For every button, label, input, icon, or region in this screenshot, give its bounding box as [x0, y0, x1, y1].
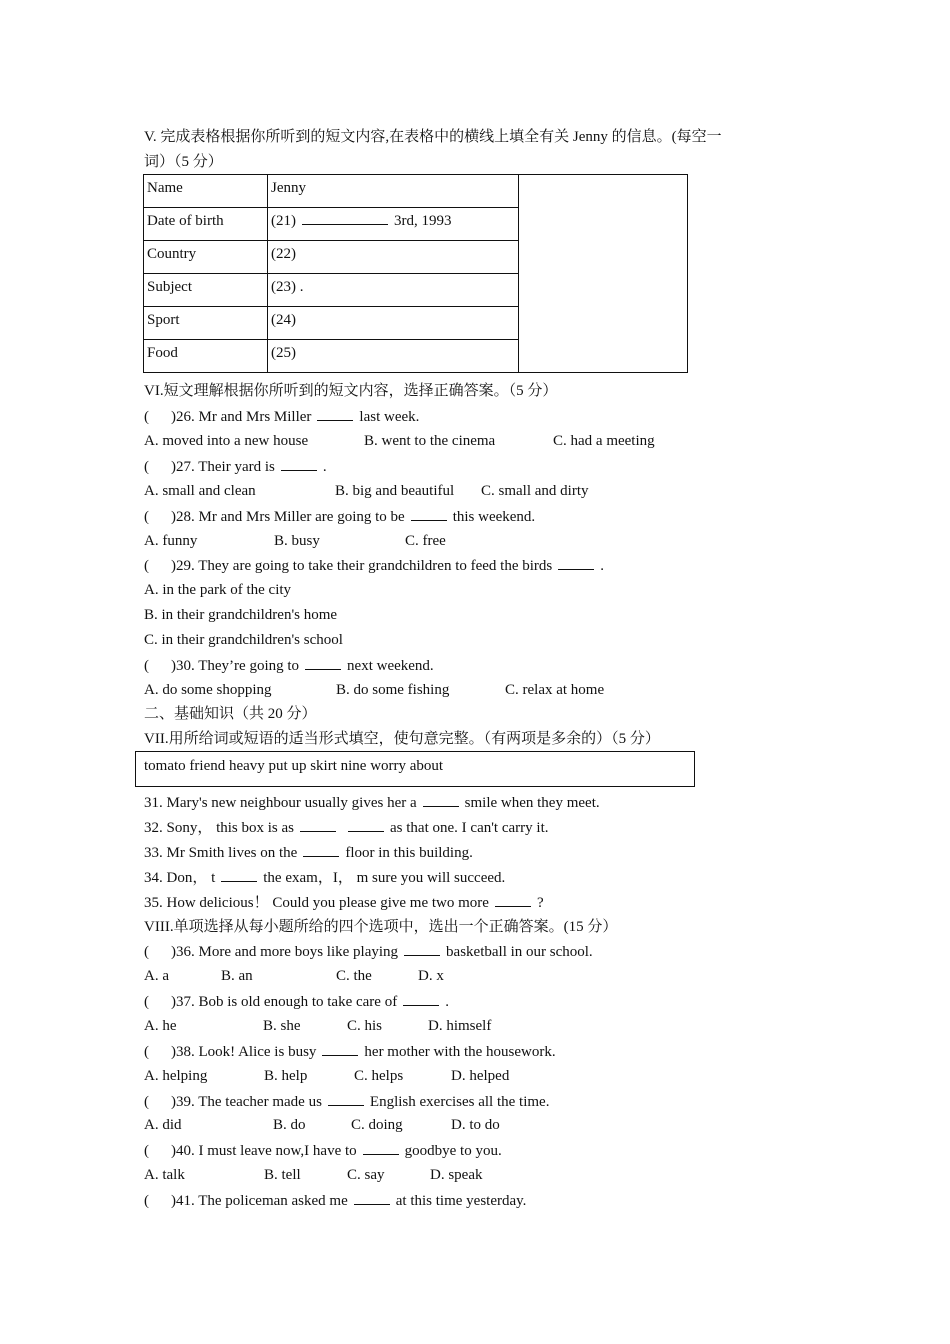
question-29: ( )29. They are going to take their grandchildren to feed the birds .	[144, 555, 604, 576]
question-35: 35. How delicious！ Could you please give me two more ?	[144, 892, 544, 913]
option-39-d[interactable]: D. to do	[451, 1117, 500, 1133]
row-value-name: Jenny	[268, 175, 519, 208]
table-row	[144, 175, 688, 208]
row-label-food: Food	[144, 340, 268, 373]
option-36-b[interactable]: B. an	[221, 968, 253, 984]
answer-blank[interactable]	[423, 792, 459, 807]
answer-blank[interactable]	[363, 1140, 399, 1155]
answer-blank[interactable]	[300, 817, 336, 832]
answer-blank[interactable]	[322, 1041, 358, 1056]
question-32: 32. Sony， this box is as as that one. I can't carry it.	[144, 817, 548, 838]
answer-blank[interactable]	[302, 210, 388, 225]
option-39-c[interactable]: C. doing	[351, 1117, 403, 1133]
option-40-d[interactable]: D. speak	[430, 1167, 483, 1183]
option-29-b[interactable]: B. in their grandchildren's home	[144, 607, 338, 623]
answer-blank[interactable]	[303, 842, 339, 857]
option-28-c[interactable]: C. free	[405, 533, 446, 549]
option-37-a[interactable]: A. he	[144, 1018, 177, 1034]
row-label-name: Name	[144, 175, 268, 208]
answer-blank[interactable]	[221, 867, 257, 882]
question-30: ( )30. They’re going to next weekend.	[144, 655, 434, 676]
option-38-d[interactable]: D. helped	[451, 1068, 510, 1084]
answer-blank[interactable]	[328, 1091, 364, 1106]
option-29-c[interactable]: C. in their grandchildren's school	[144, 632, 343, 648]
answer-blank[interactable]	[348, 817, 384, 832]
answer-blank[interactable]	[404, 941, 440, 956]
option-38-a[interactable]: A. helping	[144, 1068, 208, 1084]
section-5-title-line1: V. 完成表格根据你所听到的短文内容,在表格中的横线上填全有关 Jenny 的信息。(每空一	[144, 129, 722, 145]
row-value-birth[interactable]: (21) 3rd, 1993	[268, 208, 519, 241]
option-40-b[interactable]: B. tell	[264, 1167, 301, 1183]
row-value-food[interactable]: (25)	[268, 340, 519, 373]
row-value-country[interactable]: (22)	[268, 241, 519, 274]
part-2-title: 二、基础知识（共 20 分）	[144, 706, 317, 722]
option-36-d[interactable]: D. x	[418, 968, 444, 984]
row-value-sport[interactable]: (24)	[268, 307, 519, 340]
option-37-d[interactable]: D. himself	[428, 1018, 492, 1034]
option-29-a[interactable]: A. in the park of the city	[144, 582, 292, 598]
option-28-a[interactable]: A. funny	[144, 533, 198, 549]
question-26: ( )26. Mr and Mrs Miller last week.	[144, 406, 419, 427]
word-bank: tomato friend heavy put up skirt nine worry about	[144, 758, 444, 774]
question-27: ( )27. Their yard is .	[144, 456, 327, 477]
section-7-title: VII.用所给词或短语的适当形式填空，使句意完整。（有两项是多余的）（5 分）	[144, 731, 660, 747]
question-38: ( )38. Look! Alice is busy her mother with the housework.	[144, 1041, 556, 1062]
option-26-c[interactable]: C. had a meeting	[553, 433, 655, 449]
answer-blank[interactable]	[558, 555, 594, 570]
section-6-title: VI.短文理解根据你所听到的短文内容，选择正确答案。（5 分）	[144, 383, 558, 399]
answer-blank[interactable]	[305, 655, 341, 670]
row-label-subject: Subject	[144, 274, 268, 307]
option-27-a[interactable]: A. small and clean	[144, 483, 256, 499]
option-26-a[interactable]: A. moved into a new house	[144, 433, 309, 449]
option-27-b[interactable]: B. big and beautiful	[335, 483, 455, 499]
answer-blank[interactable]	[354, 1190, 390, 1205]
section-5-title-line2: 词）（5 分）	[144, 154, 223, 170]
option-27-c[interactable]: C. small and dirty	[481, 483, 589, 499]
answer-blank[interactable]	[281, 456, 317, 471]
answer-blank[interactable]	[403, 991, 439, 1006]
question-37: ( )37. Bob is old enough to take care of .	[144, 991, 449, 1012]
option-37-c[interactable]: C. his	[347, 1018, 383, 1034]
section-8-title: VIII.单项选择从每小题所给的四个选项中，选出一个正确答案。(15 分）	[144, 919, 618, 935]
option-38-b[interactable]: B. help	[264, 1068, 308, 1084]
jenny-info-table	[143, 174, 688, 373]
question-33: 33. Mr Smith lives on the floor in this building.	[144, 842, 473, 863]
option-30-b[interactable]: B. do some fishing	[336, 682, 450, 698]
word-bank-box	[135, 751, 695, 787]
option-40-c[interactable]: C. say	[347, 1167, 385, 1183]
answer-blank[interactable]	[495, 892, 531, 907]
question-34: 34. Don， t the exam，I， m sure you will succeed.	[144, 867, 505, 888]
option-39-a[interactable]: A. did	[144, 1117, 182, 1133]
option-36-c[interactable]: C. the	[336, 968, 372, 984]
option-28-b[interactable]: B. busy	[274, 533, 320, 549]
answer-blank[interactable]	[411, 506, 447, 521]
option-30-a[interactable]: A. do some shopping	[144, 682, 272, 698]
question-40: ( )40. I must leave now,I have to goodbye to you.	[144, 1140, 502, 1161]
option-26-b[interactable]: B. went to the cinema	[364, 433, 496, 449]
row-label-sport: Sport	[144, 307, 268, 340]
answer-blank[interactable]	[317, 406, 353, 421]
photo-box	[519, 175, 688, 373]
option-40-a[interactable]: A. talk	[144, 1167, 185, 1183]
option-30-c[interactable]: C. relax at home	[505, 682, 605, 698]
question-36: ( )36. More and more boys like playing basketball in our school.	[144, 941, 593, 962]
question-31: 31. Mary's new neighbour usually gives her a smile when they meet.	[144, 792, 600, 813]
row-label-birth: Date of birth	[144, 208, 268, 241]
option-36-a[interactable]: A. a	[144, 968, 169, 984]
question-41: ( )41. The policeman asked me at this time yesterday.	[144, 1190, 526, 1211]
option-39-b[interactable]: B. do	[273, 1117, 306, 1133]
row-value-subject[interactable]: (23) .	[268, 274, 519, 307]
option-38-c[interactable]: C. helps	[354, 1068, 404, 1084]
question-28: ( )28. Mr and Mrs Miller are going to be this weekend.	[144, 506, 535, 527]
row-label-country: Country	[144, 241, 268, 274]
option-37-b[interactable]: B. she	[263, 1018, 301, 1034]
question-39: ( )39. The teacher made us English exercises all the time.	[144, 1091, 549, 1112]
